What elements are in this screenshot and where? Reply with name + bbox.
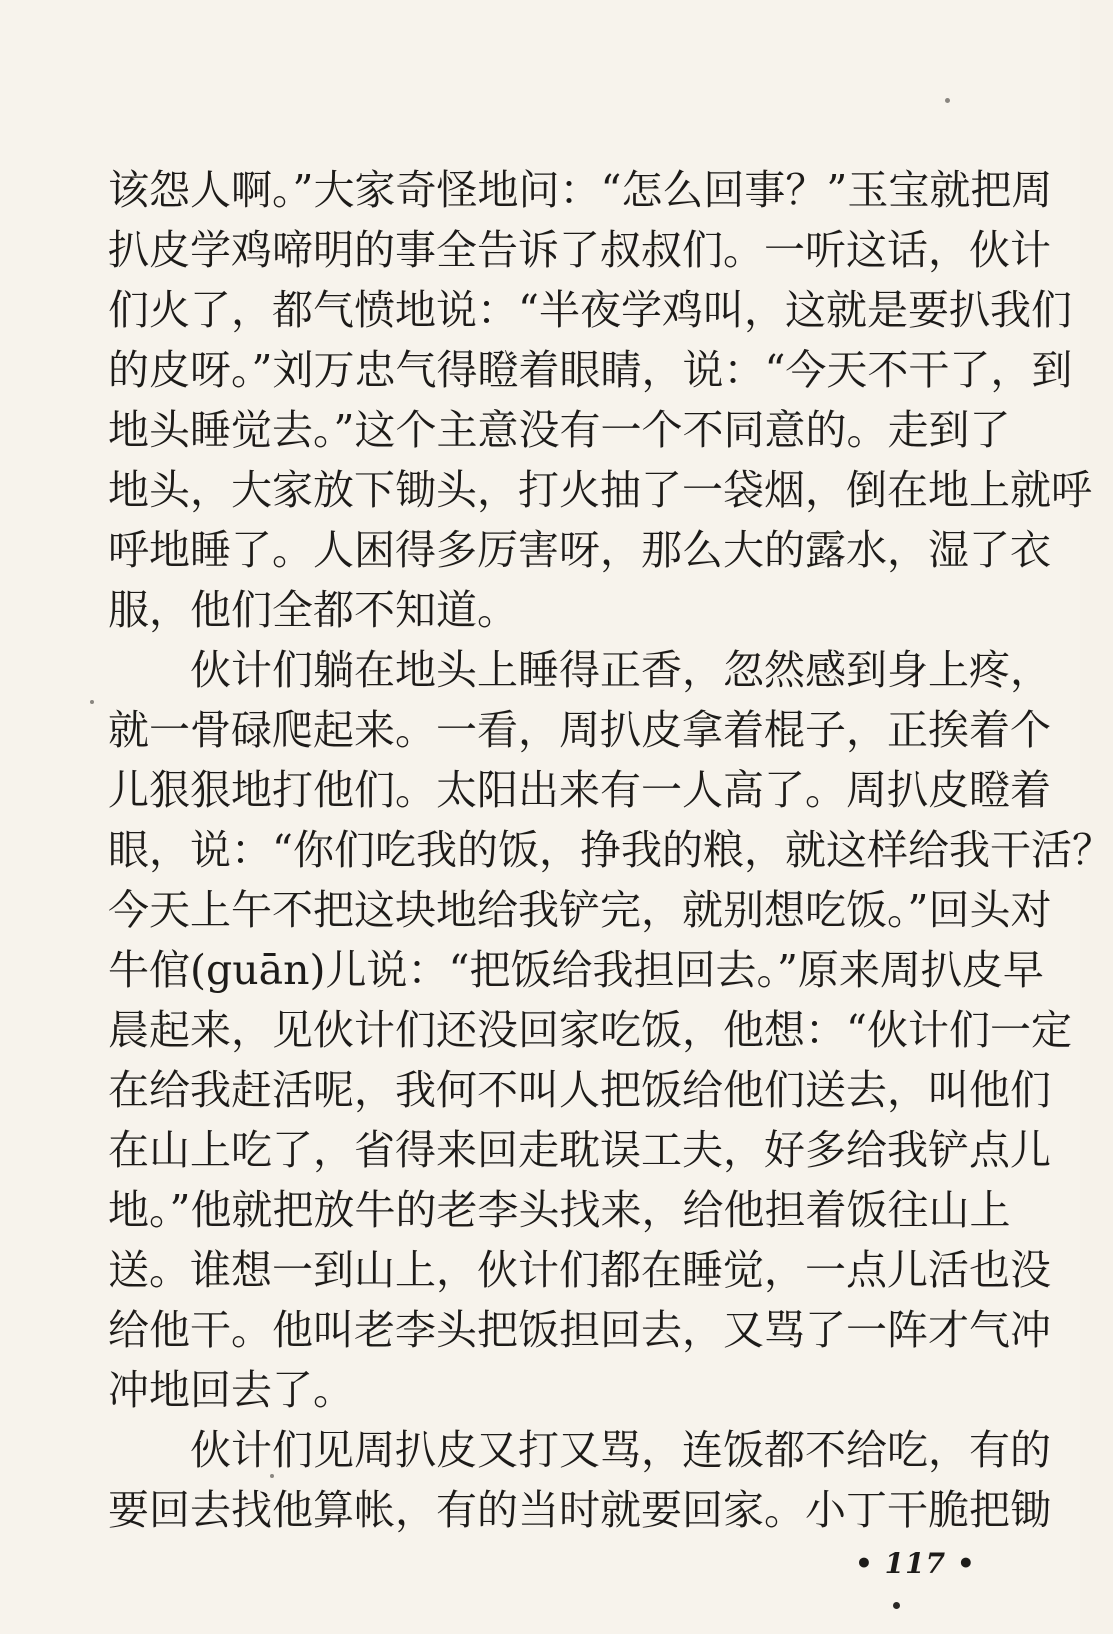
paper-speck [270,1474,274,1478]
text-line: 伙计们躺在地头上睡得正香，忽然感到身上疼， [190,646,1051,694]
page-body-text [108,160,1113,1540]
paper-speck [90,700,94,704]
text-line: 冲地回去了。 [108,1366,354,1414]
text-line: 地。”他就把放牛的老李头找来，给他担着饭往山上 [108,1186,1011,1234]
text-line: 地头，大家放下锄头，打火抽了一袋烟，倒在地上就呼 [108,466,1092,514]
text-line: 给他干。他叫老李头把饭担回去，又骂了一阵才气冲 [108,1306,1051,1354]
text-line: 伙计们见周扒皮又打又骂，连饭都不给吃，有的 [190,1426,1051,1474]
text-line: 在给我赶活呢，我何不叫人把饭给他们送去，叫他们 [108,1066,1051,1114]
text-line: 们火了，都气愤地说：“半夜学鸡叫，这就是要扒我们 [108,286,1072,334]
page-number-dot-left: • [855,1547,874,1580]
text-line: 地头睡觉去。”这个主意没有一个不同意的。走到了 [108,406,1011,454]
text-line: 儿狠狠地打他们。太阳出来有一人高了。周扒皮瞪着 [108,766,1051,814]
page-number-dot-right: • [956,1547,976,1580]
page-number-value: 117 [884,1547,947,1580]
text-line: 服，他们全都不知道。 [108,586,518,634]
page-number [855,1547,976,1580]
text-line: 在山上吃了，省得来回走耽误工夫，好多给我铲点儿 [108,1126,1051,1174]
text-line: 呼地睡了。人困得多厉害呀，那么大的露水，湿了衣 [108,526,1051,574]
text-line: 晨起来，见伙计们还没回家吃饭，他想：“伙计们一定 [108,1006,1072,1054]
text-line: 的皮呀。”刘万忠气得瞪着眼睛，说：“今天不干了，到 [108,346,1073,394]
text-line: 要回去找他算帐，有的当时就要回家。小丁干脆把锄 [108,1486,1051,1534]
text-line: 眼，说：“你们吃我的饭，挣我的粮，就这样给我干活？ [108,826,1113,874]
text-line: 该怨人啊。”大家奇怪地问：“怎么回事？”玉宝就把周 [108,166,1053,214]
paper-speck [945,98,950,103]
print-mark-dot [893,1602,900,1609]
text-line: 就一骨碌爬起来。一看，周扒皮拿着棍子，正挨着个 [108,706,1051,754]
text-line: 牛倌(guān)儿说：“把饭给我担回去。”原来周扒皮早 [108,946,1044,994]
text-line: 今天上午不把这块地给我铲完，就别想吃饭。”回头对 [108,886,1052,934]
text-line: 扒皮学鸡啼明的事全告诉了叔叔们。一听这话，伙计 [108,226,1051,274]
text-line: 送。谁想一到山上，伙计们都在睡觉，一点儿活也没 [108,1246,1051,1294]
